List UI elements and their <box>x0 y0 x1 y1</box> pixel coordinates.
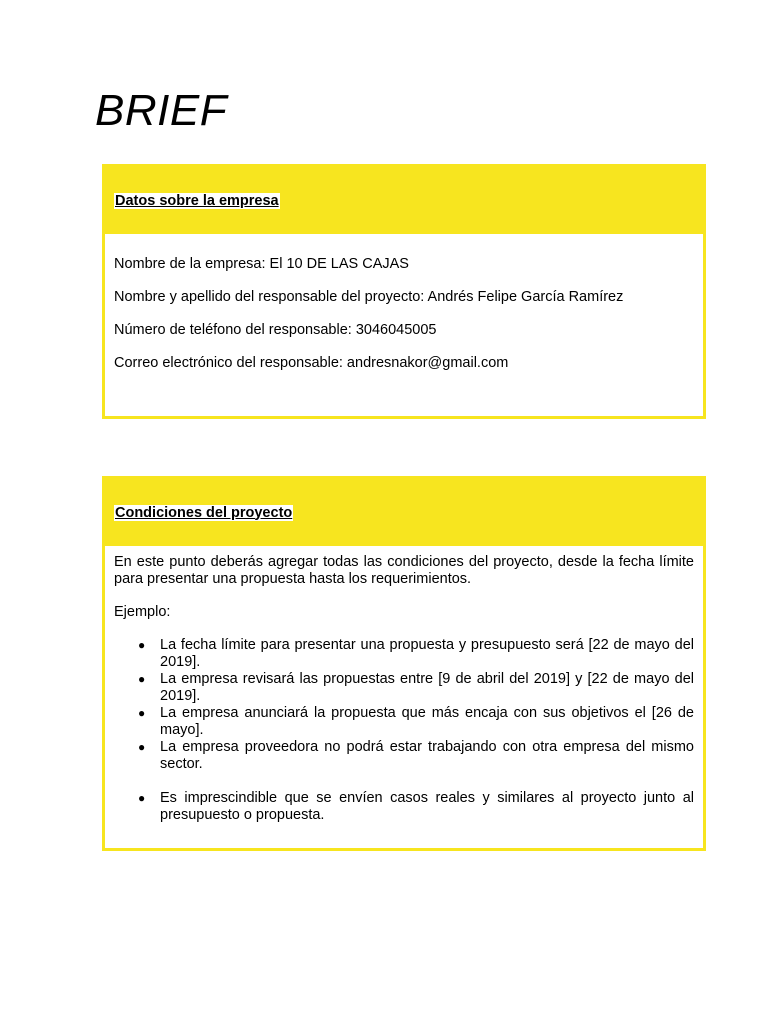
bullet-icon: ● <box>138 672 146 686</box>
list-item: ● Es imprescindible que se envíen casos reales y similares al proyecto junto al presupuesto o propuesta. <box>138 790 694 823</box>
section-header <box>105 167 703 234</box>
list-item: ● La empresa anunciará la propuesta que más encaja con sus objetivos el [26 de mayo]. <box>138 705 694 738</box>
phone-line: Número de teléfono del responsable: 3046045005 <box>114 322 437 338</box>
section-header <box>105 479 703 546</box>
example-label: Ejemplo: <box>114 604 171 620</box>
company-name-line: Nombre de la empresa: El 10 DE LAS CAJAS <box>114 256 409 272</box>
bullet-icon: ● <box>138 638 146 652</box>
bullet-icon: ● <box>138 706 146 720</box>
section-title: Condiciones del proyecto <box>115 504 293 521</box>
company-data-section <box>102 164 706 419</box>
project-conditions-section <box>102 476 706 851</box>
intro-paragraph: En este punto deberás agregar todas las condiciones del proyecto, desde la fecha límite para presentar una propuesta hasta los requerimientos. <box>114 554 694 587</box>
responsible-name-line: Nombre y apellido del responsable del proyecto: Andrés Felipe García Ramírez <box>114 289 624 305</box>
section-body <box>105 546 703 824</box>
list-item: ● La fecha límite para presentar una propuesta y presupuesto será [22 de mayo del 2019]. <box>138 637 694 670</box>
list-item: ● La empresa proveedora no podrá estar trabajando con otra empresa del mismo sector. <box>138 739 694 772</box>
conditions-list <box>114 637 694 824</box>
bullet-icon: ● <box>138 740 146 754</box>
section-title: Datos sobre la empresa <box>115 192 279 209</box>
section-body <box>105 234 703 372</box>
list-item: ● La empresa revisará las propuestas entre [9 de abril del 2019] y [22 de mayo del 2019]. <box>138 671 694 704</box>
bullet-icon: ● <box>138 791 146 805</box>
email-line: Correo electrónico del responsable: andresnakor@gmail.com <box>114 355 509 371</box>
page-title: BRIEF <box>95 86 228 135</box>
